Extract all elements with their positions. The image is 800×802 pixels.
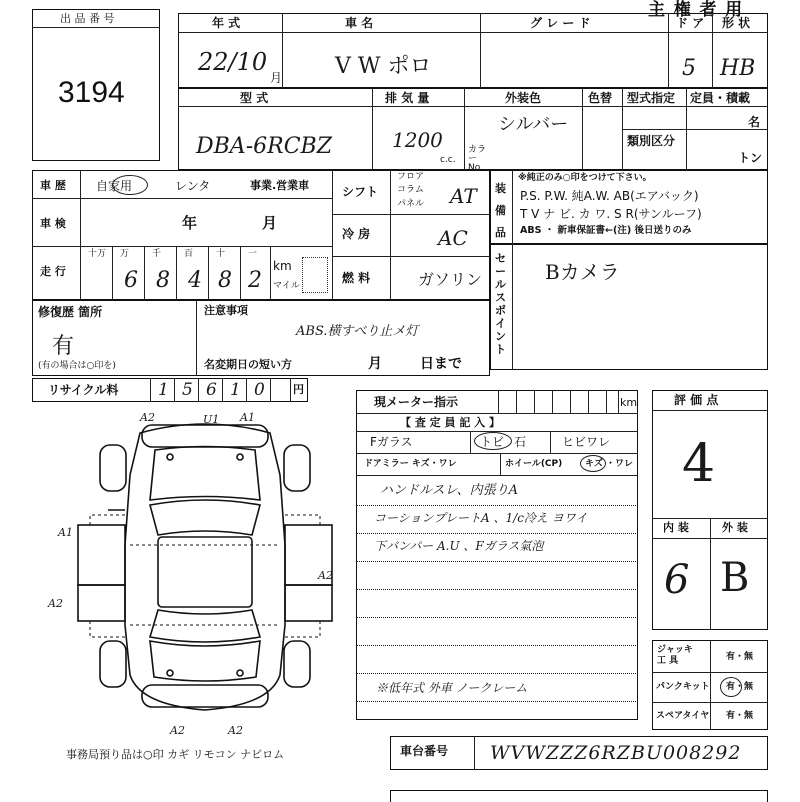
exterior-color-value: シルバー — [498, 114, 569, 135]
lot-number-label: 出 品 番 号 — [60, 12, 115, 25]
repair-label: 修復歴 箇所 — [38, 305, 103, 319]
name-change-label: 名変期日の短い方 — [204, 358, 292, 371]
interior-label: 内 装 — [663, 521, 689, 534]
classification-label: 類別区分 — [627, 134, 676, 148]
car-name-value: V W ポロ — [335, 54, 432, 79]
recycle-digit: 5 — [182, 380, 193, 400]
wheel-label: ホイール(CP) — [505, 459, 563, 469]
exterior-label: 外 装 — [722, 521, 748, 534]
fuel-value: ガソリン — [418, 270, 483, 289]
mileage-label: 走 行 — [40, 265, 66, 278]
damage-mark: U1 — [203, 413, 220, 426]
shape-value: HB — [720, 56, 756, 81]
recycle-digit: 6 — [206, 380, 217, 400]
damage-mark: A2 — [318, 569, 333, 582]
inspector-comment: ハンドルスレ、内張りA — [380, 483, 518, 498]
model-label: 型 式 — [240, 91, 269, 105]
notes-value: ABS.横すべり止メ灯 — [296, 324, 419, 339]
equipment-label: 装 備 品 — [495, 182, 506, 239]
inspection-label: 車 検 — [40, 217, 66, 230]
inspection-year: 年 — [182, 214, 198, 232]
repair-value: 有 — [52, 334, 75, 359]
ac-value: AC — [438, 226, 468, 250]
puncture-yes-no: 有・無 — [726, 682, 754, 692]
score-value: 4 — [682, 434, 716, 494]
spare-yes-no: 有・無 — [726, 711, 754, 721]
mileage-digit: 2 — [248, 268, 262, 293]
owner-stamp: 主 権 者 用 — [648, 0, 745, 19]
exterior-color-label: 外装色 — [505, 91, 542, 105]
inspector-comment: 下バンパー A.U 、Fガラス氣泡 — [374, 539, 544, 553]
digit-label-10: 十 — [216, 249, 226, 259]
equipment-note: ※純正のみ○印をつけて下さい。 — [518, 173, 652, 183]
equipment-line1: P.S. P.W. 純A.W. AB(エアバック) — [520, 189, 699, 203]
recycle-unit: 円 — [293, 383, 304, 396]
damage-mark: A2 — [228, 724, 243, 737]
sales-point-value: Bカメラ — [545, 260, 620, 284]
digit-label-100: 百 — [184, 249, 194, 259]
repaint-label: 色替 — [588, 91, 613, 105]
business-option: 事業.営業車 — [250, 179, 310, 192]
shift-panel: パネル — [397, 199, 425, 209]
recycle-digit: 1 — [158, 380, 169, 400]
persons-unit: 名 — [748, 115, 761, 129]
inspection-month: 月 — [262, 214, 278, 232]
sales-point-label: セールスポイント — [495, 252, 506, 356]
jack-label: ジャッキ 工 具 — [657, 645, 693, 666]
mile-checkbox — [302, 257, 328, 293]
mileage-digit: 8 — [218, 268, 232, 293]
damage-mark: A2 — [140, 411, 155, 424]
history-label: 車 歴 — [40, 179, 66, 192]
score-label: 評 価 点 — [674, 393, 719, 407]
shift-column: コラム — [397, 185, 424, 195]
displacement-value: 1200 — [392, 128, 443, 152]
fuel-label: 燃 料 — [342, 271, 371, 285]
equipment-line3: ABS ・ 新車保証書←(注) 後日送りのみ — [520, 225, 692, 236]
model-designation-label: 型式指定 — [627, 91, 676, 105]
kizu-option: キズ — [585, 459, 603, 469]
notes-label: 注意事項 — [204, 304, 248, 317]
chassis-label: 車台番号 — [400, 744, 449, 758]
puncture-label: パンクキット — [656, 682, 710, 692]
hibiware-option: ヒビワレ — [562, 435, 611, 449]
mile-label: マイル — [273, 281, 300, 291]
year-value: 22/10 — [198, 48, 268, 76]
recycle-label: リサイクル料 — [48, 383, 119, 397]
chassis-value: WVWZZZ6RZBU008292 — [490, 742, 742, 764]
month-suffix: 月 — [270, 71, 283, 85]
inspector-title: 【 査 定 員 記 入 】 — [400, 416, 500, 429]
inspector-comment: コーションプレートA 、1/c冷え ヨワイ — [374, 511, 588, 525]
meter-label: 現メーター指示 — [374, 395, 459, 409]
interior-score: 6 — [664, 557, 690, 603]
exterior-score: B — [720, 555, 750, 601]
shift-label: シフト — [342, 185, 379, 199]
ac-label: 冷 房 — [342, 227, 371, 241]
spare-label: スペアタイヤ — [656, 711, 710, 721]
shift-floor: フロア — [397, 172, 425, 182]
grade-label: グ レ ー ド — [530, 16, 591, 30]
damage-mark: A1 — [240, 411, 255, 424]
digit-label-100k: 十万 — [88, 249, 107, 259]
diagram-footer: 事務局預り品は○印 カギ リモコン ナビロム — [66, 748, 285, 761]
sales-point-block — [490, 244, 768, 370]
mileage-digit: 8 — [156, 268, 170, 293]
tons-unit: トン — [738, 151, 763, 165]
inspector-comment: ※低年式 外車 ノークレーム — [376, 681, 528, 695]
tobi-option: トビ — [480, 435, 505, 449]
color-no-label: カラー No. — [468, 145, 487, 173]
recycle-digit: 0 — [254, 380, 265, 400]
mirror-label: ドアミラー キズ・ワレ — [364, 459, 457, 469]
name-change-day: 日まで — [420, 356, 462, 372]
f-glass-label: Fガラス — [370, 435, 413, 449]
name-label: 車 名 — [345, 16, 374, 30]
shape-label: 形 状 — [722, 16, 751, 30]
digit-label-1: 一 — [248, 249, 258, 259]
model-value: DBA-6RCBZ — [196, 134, 332, 159]
damage-mark: A2 — [170, 724, 185, 737]
door-label: ド ア — [676, 16, 705, 30]
digit-label-10k: 万 — [120, 249, 130, 259]
capacity-label: 定員・積載 — [690, 91, 751, 105]
meter-unit: km — [620, 396, 638, 409]
damage-mark: A2 — [48, 597, 63, 610]
year-label: 年 式 — [212, 16, 241, 30]
door-value: 5 — [682, 56, 696, 81]
mileage-digit: 6 — [124, 268, 138, 293]
digit-label-1k: 千 — [152, 249, 162, 259]
ishi-option: 石 — [514, 435, 527, 449]
rental-option: レンタ — [175, 179, 211, 193]
km-label: km — [273, 259, 292, 273]
ware-option: ・ワレ — [606, 459, 634, 469]
cc-unit: c.c. — [440, 155, 456, 165]
mileage-digit: 4 — [188, 268, 202, 293]
repair-note: (有の場合は○印を) — [38, 361, 116, 371]
recycle-digit: 1 — [230, 380, 241, 400]
lot-number: 3194 — [58, 76, 125, 109]
damage-mark: A1 — [58, 526, 73, 539]
equipment-line2: T V ナ ビ. カ ワ. S R(サンルーフ) — [520, 207, 702, 221]
jack-yes-no: 有・無 — [726, 652, 754, 662]
shift-value: AT — [450, 184, 477, 208]
private-use-option: 自家用 — [96, 179, 133, 193]
name-change-month: 月 — [368, 356, 382, 372]
displacement-label: 排 気 量 — [385, 91, 430, 105]
